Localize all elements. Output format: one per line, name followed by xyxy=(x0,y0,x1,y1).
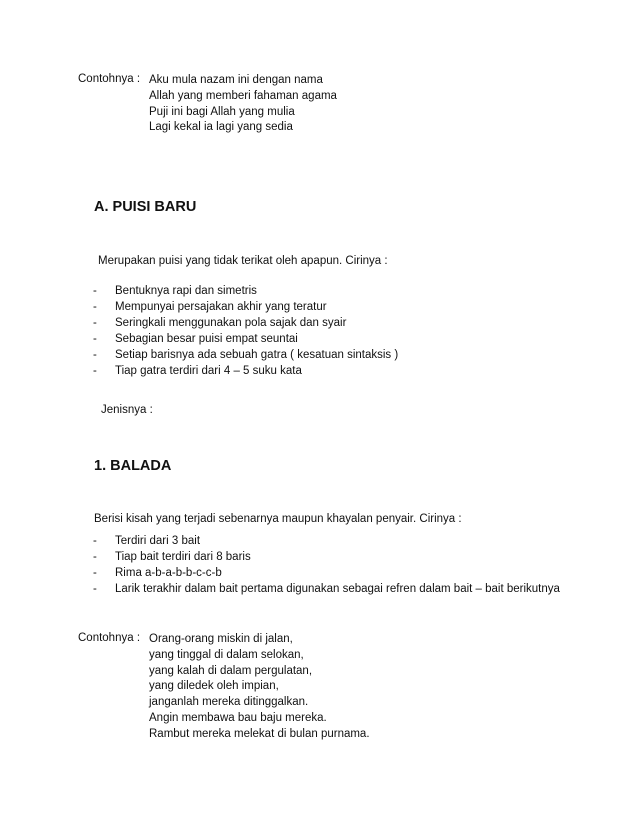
verse-line: Angin membawa bau baju mereka. xyxy=(149,711,327,724)
jenis-label: Jenisnya : xyxy=(101,404,153,416)
example-verse xyxy=(149,73,337,136)
bullet-dash: - xyxy=(93,567,97,579)
list-item-text: Rima a-b-a-b-b-c-c-b xyxy=(115,567,222,579)
example-verse xyxy=(149,632,370,743)
example-label: Contohnya : xyxy=(78,632,141,644)
bullet-dash: - xyxy=(93,583,97,595)
verse-line: Lagi kekal ia lagi yang sedia xyxy=(149,121,293,134)
list-item-text: Tiap bait terdiri dari 8 baris xyxy=(115,551,251,563)
verse-line: Orang-orang miskin di jalan, xyxy=(149,633,293,645)
list-item-text: Bentuknya rapi dan simetris xyxy=(115,285,257,297)
section-intro: Berisi kisah yang terjadi sebenarnya maupun khayalan penyair. Cirinya : xyxy=(94,513,462,525)
verse-line: Rambut mereka melekat di bulan purnama. xyxy=(149,727,370,740)
bullet-dash: - xyxy=(93,333,97,345)
bullet-dash: - xyxy=(93,535,97,547)
list-item-text: Sebagian besar puisi empat seuntai xyxy=(115,333,298,345)
list-item-text: Terdiri dari 3 bait xyxy=(115,535,201,547)
section-intro: Merupakan puisi yang tidak terikat oleh apapun. Cirinya : xyxy=(98,255,388,267)
list-item-text: Tiap gatra terdiri dari 4 – 5 suku kata xyxy=(115,365,302,377)
bullet-dash: - xyxy=(93,349,97,361)
verse-line: yang tinggal di dalam selokan, xyxy=(149,648,304,661)
list-item-text: Seringkali menggunakan pola sajak dan syair xyxy=(115,317,347,329)
verse-line: yang kalah di dalam pergulatan, xyxy=(149,664,313,677)
bullet-dash: - xyxy=(93,285,97,297)
verse-line: Puji ini bagi Allah yang mulia xyxy=(149,105,295,118)
bullet-dash: - xyxy=(93,365,97,377)
list-item-text: Mempunyai persajakan akhir yang teratur xyxy=(115,301,327,313)
section-heading-puisi-baru: A. PUISI BARU xyxy=(94,199,197,215)
verse-line: janganlah mereka ditinggalkan. xyxy=(149,696,309,709)
bullet-dash: - xyxy=(93,551,97,563)
list-item-text: Setiap barisnya ada sebuah gatra ( kesatuan sintaksis ) xyxy=(115,349,399,361)
bullet-dash: - xyxy=(93,317,97,329)
verse-line: Allah yang memberi fahaman agama xyxy=(149,89,337,102)
example-label: Contohnya : xyxy=(78,73,141,85)
verse-line: Aku mula nazam ini dengan nama xyxy=(149,74,323,86)
section-heading-balada: 1. BALADA xyxy=(94,458,172,474)
list-item-text: Larik terakhir dalam bait pertama digunakan sebagai refren dalam bait – bait berikutnya xyxy=(115,583,560,595)
verse-line: yang diledek oleh impian, xyxy=(149,680,279,693)
bullet-dash: - xyxy=(93,301,97,313)
